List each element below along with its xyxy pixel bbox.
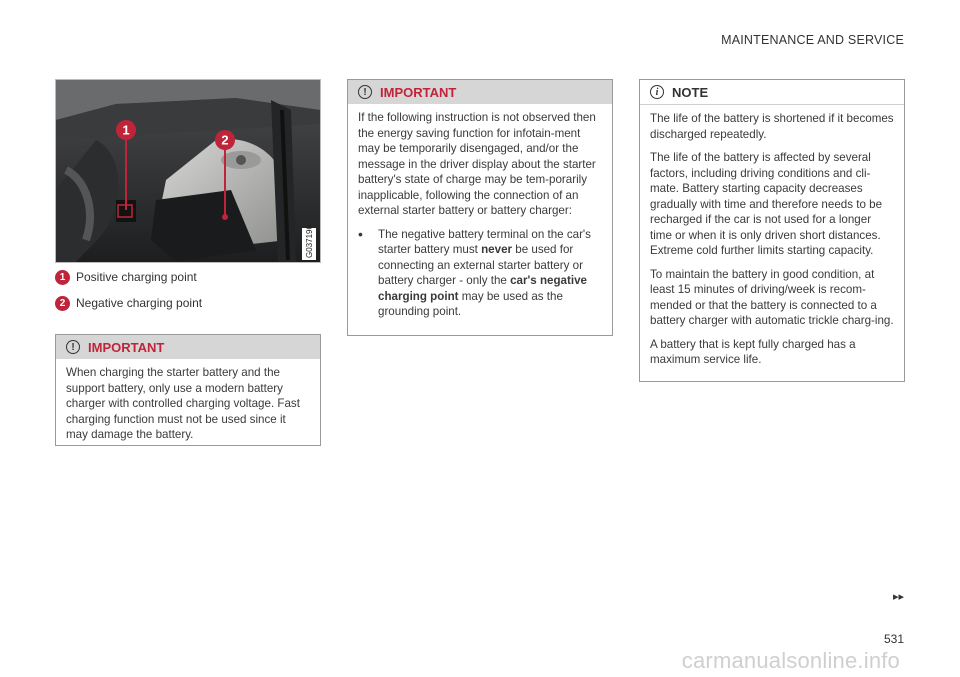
bullet-text-2: be used for connecting an external starter battery or battery charger - only the [378, 243, 583, 287]
callout-2-badge: 2 [55, 296, 70, 311]
engine-bay-photo [55, 79, 321, 263]
note-heading: NOTE [672, 84, 709, 100]
bullet-dot: • [358, 225, 363, 242]
note-paragraph-1: The life of the battery is shortened if it becomes discharged repeatedly. [650, 112, 894, 141]
section-title: MAINTENANCE AND SERVICE [721, 33, 904, 47]
legend-item-1 [55, 270, 197, 285]
bullet-text-1: The negative battery terminal on the car's starter battery must [378, 227, 591, 256]
important-box-left-header [56, 335, 320, 359]
callout-2-number: 2 [221, 132, 229, 148]
important-mid-bullet [358, 227, 602, 320]
note-paragraph-2: The life of the battery is affected by several factors, including driving conditions and cli-mate. Battery starting capacity decreases gradually with time and therefore needs to be recharged if the car is not used for a longer time or when it is only driven short distances. Extreme cold further limits starting capacity. [650, 151, 883, 257]
important-box-left [55, 334, 321, 446]
watermark: carmanualsonline.info [681, 648, 900, 673]
figure-code: G037196 [305, 225, 314, 258]
important-mid-intro: If the following instruction is not observed then the energy saving function for infotain-ment may be temporarily disengaged, and/or the message in the driver display about the starter battery's state of charge may be tem-porarily inapplicable, following the connection of an external starter battery or battery charger: [358, 111, 596, 217]
callout-1-number: 1 [122, 122, 130, 138]
bullet-text-3: may be used as the grounding point. [378, 289, 563, 318]
exclamation-icon: ! [358, 85, 372, 99]
legend-label-2: Negative charging point [76, 296, 203, 310]
important-left-text: When charging the starter battery and the support battery, only use a modern battery charger with controlled charging voltage. Fast charging function must not be used since it may damage the battery. [66, 366, 300, 441]
bullet-bold-never: never [481, 243, 513, 256]
legend-label-1: Positive charging point [76, 270, 197, 284]
next-page-icon[interactable]: ▸▸ [892, 591, 904, 603]
important-box-middle-header [348, 80, 612, 104]
note-box [639, 79, 905, 382]
important-left-heading: IMPORTANT [88, 339, 165, 355]
note-paragraph-3: To maintain the battery in good condition, at least 15 minutes of driving/week is recom-mended or that the battery is connected to a battery charger with automatic trickle charg-ing. [650, 267, 894, 327]
note-box-header [640, 80, 904, 105]
callout-1-badge: 1 [55, 270, 70, 285]
bullet-bold-negative-point: car's negative charging point [378, 274, 587, 303]
important-box-middle [347, 79, 613, 336]
exclamation-icon: ! [66, 340, 80, 354]
note-paragraph-4: A battery that is kept fully charged has a maximum service life. [650, 337, 856, 366]
important-mid-heading: IMPORTANT [380, 84, 457, 100]
page-number: 531 [883, 632, 904, 646]
legend-item-2 [55, 296, 202, 311]
info-icon: i [650, 85, 664, 99]
